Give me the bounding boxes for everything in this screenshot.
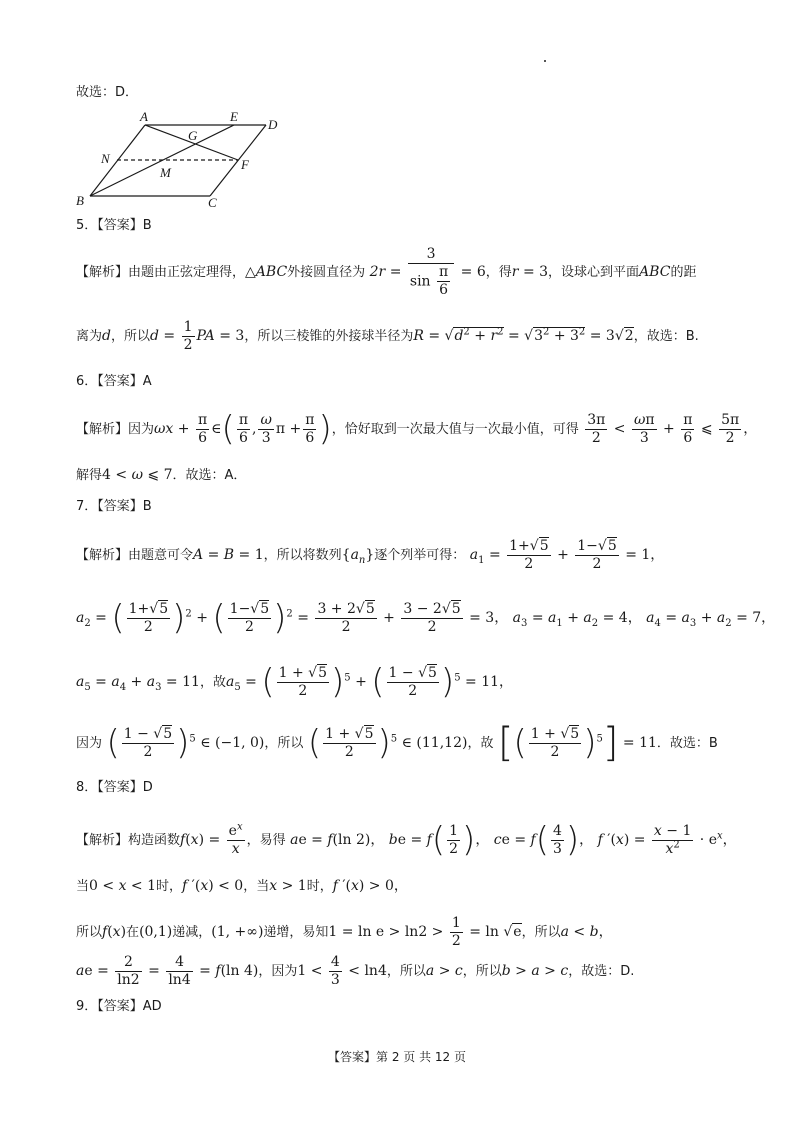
label-N: N <box>101 151 110 166</box>
q5-solution-line2: 离为d，所以d = $\frac{1}{2}$ PA = 3，所以三棱锥的外接球半径为$R = √d^2 + r^2 = √3^2 + 3^2 = 3√2$，故选：B. <box>76 318 699 353</box>
label-M: M <box>160 165 171 180</box>
q7-solution-line1: 【解析】由题意可令A = B = 1，所以将数列$\{a_n\}$逐个列举可得： $a_1$ = $\frac{1+√5}{2}$ + $\frac{1-√5}{2}$ = 1， <box>76 537 665 572</box>
q7-solution-line4: 因为 ( $\frac{1 - √5}{2}$ )$^5$ ∈ (−1, 0)，所以 ( $\frac{1 + √5}{2}$ )$^5$ ∈ (11,12)，故 [( $\frac{1 + √5}{2}$ )$^5$] = 11．故选：B <box>76 720 718 766</box>
label-G: G <box>188 128 198 143</box>
q7-solution-line3: $a_5 = a_4 + a_3 = 11$，故$a_5$ = ( $\frac{1 + √5}{2}$ )$^5$ + ( $\frac{1 - √5}{2}$ )$^5$ = 11， <box>76 662 514 702</box>
label-C: C <box>208 195 217 208</box>
q8-answer: 8．【答案】D <box>76 780 153 795</box>
label-A: A <box>140 109 148 124</box>
q8-solution-line3: 所以f(x)在(0,1)递减，(1, +∞)递增，易知1 = ln e > ln2 > $\frac{1}{2}$ = ln √e，所以a < b， <box>76 914 613 949</box>
label-B: B <box>76 193 84 208</box>
label-E: E <box>230 109 238 124</box>
q8-solution-line2: 当0 < x < 1时，f ′(x) < 0，当x > 1时，f ′(x) > 0， <box>76 878 408 894</box>
q6-solution-line1: 【解析】因为ωx + $\frac{\pi}{6}$ ∈( $\frac{\pi}{6}$ , $\frac{\omega}{3}$ π + $\frac{\pi}{6}$ )，恰好取到一次最大值与一次最小值，可得 $\frac{3\pi}{2}$ < $\frac{\omega\pi}{3}$ + $\frac{\pi}{6}$ ⩽ $\frac{5\pi}{2}$ ， <box>76 409 758 449</box>
q8-solution-line1: 【解析】构造函数f(x) = $\frac{e^x}{x}$ ，易得 ae = f(ln 2)， be = f( $\frac{1}{2}$ )， ce = f( $\frac{4}{3}$ )， f ′(x) = $\frac{x - 1}{x^2}$ · $e^x$， <box>76 820 737 860</box>
q9-answer: 9．【答案】AD <box>76 999 162 1014</box>
q8-solution-line4: ae = $\frac{2}{\ln 2}$ = $\frac{4}{\ln 4}$ = f(ln 4)，因为1 < $\frac{4}{3}$ < ln4，所以a > c，所以b > a > c，故选：D. <box>76 953 635 988</box>
speck-dot <box>544 60 546 62</box>
q7-solution-line2: $a_2$ = ( $\frac{1+√5}{2}$ )$^2$ + ( $\frac{1-√5}{2}$ )$^2$ = $\frac{3 + 2√5}{2}$ + $\frac{3 - 2√5}{2}$ = 3， $a_3 = a_1 + a_2 = 4$， $a_4 = a_3 + a_2 = 7$， <box>76 598 776 638</box>
q6-answer: 6．【答案】A <box>76 374 152 389</box>
q6-solution-line2: 解得4 < ω ⩽ 7．故选：A． <box>76 467 247 483</box>
label-D: D <box>268 117 278 132</box>
q5-solution-line1: 【解析】由题由正弦定理得，△ABC外接圆直径为 2r = 3 sin $\frac{\pi}{6}$ = 6，得r = 3，设球心到平面ABC的距 <box>76 245 697 298</box>
q5-answer: 5．【答案】B <box>76 218 152 233</box>
intro-line: 故选：D． <box>76 85 139 100</box>
page-footer: 【答案】第 2 页 共 12 页 <box>328 1050 466 1064</box>
q7-answer: 7．【答案】B <box>76 499 152 514</box>
label-F: F <box>241 157 249 172</box>
parallelogram-figure <box>70 108 280 208</box>
